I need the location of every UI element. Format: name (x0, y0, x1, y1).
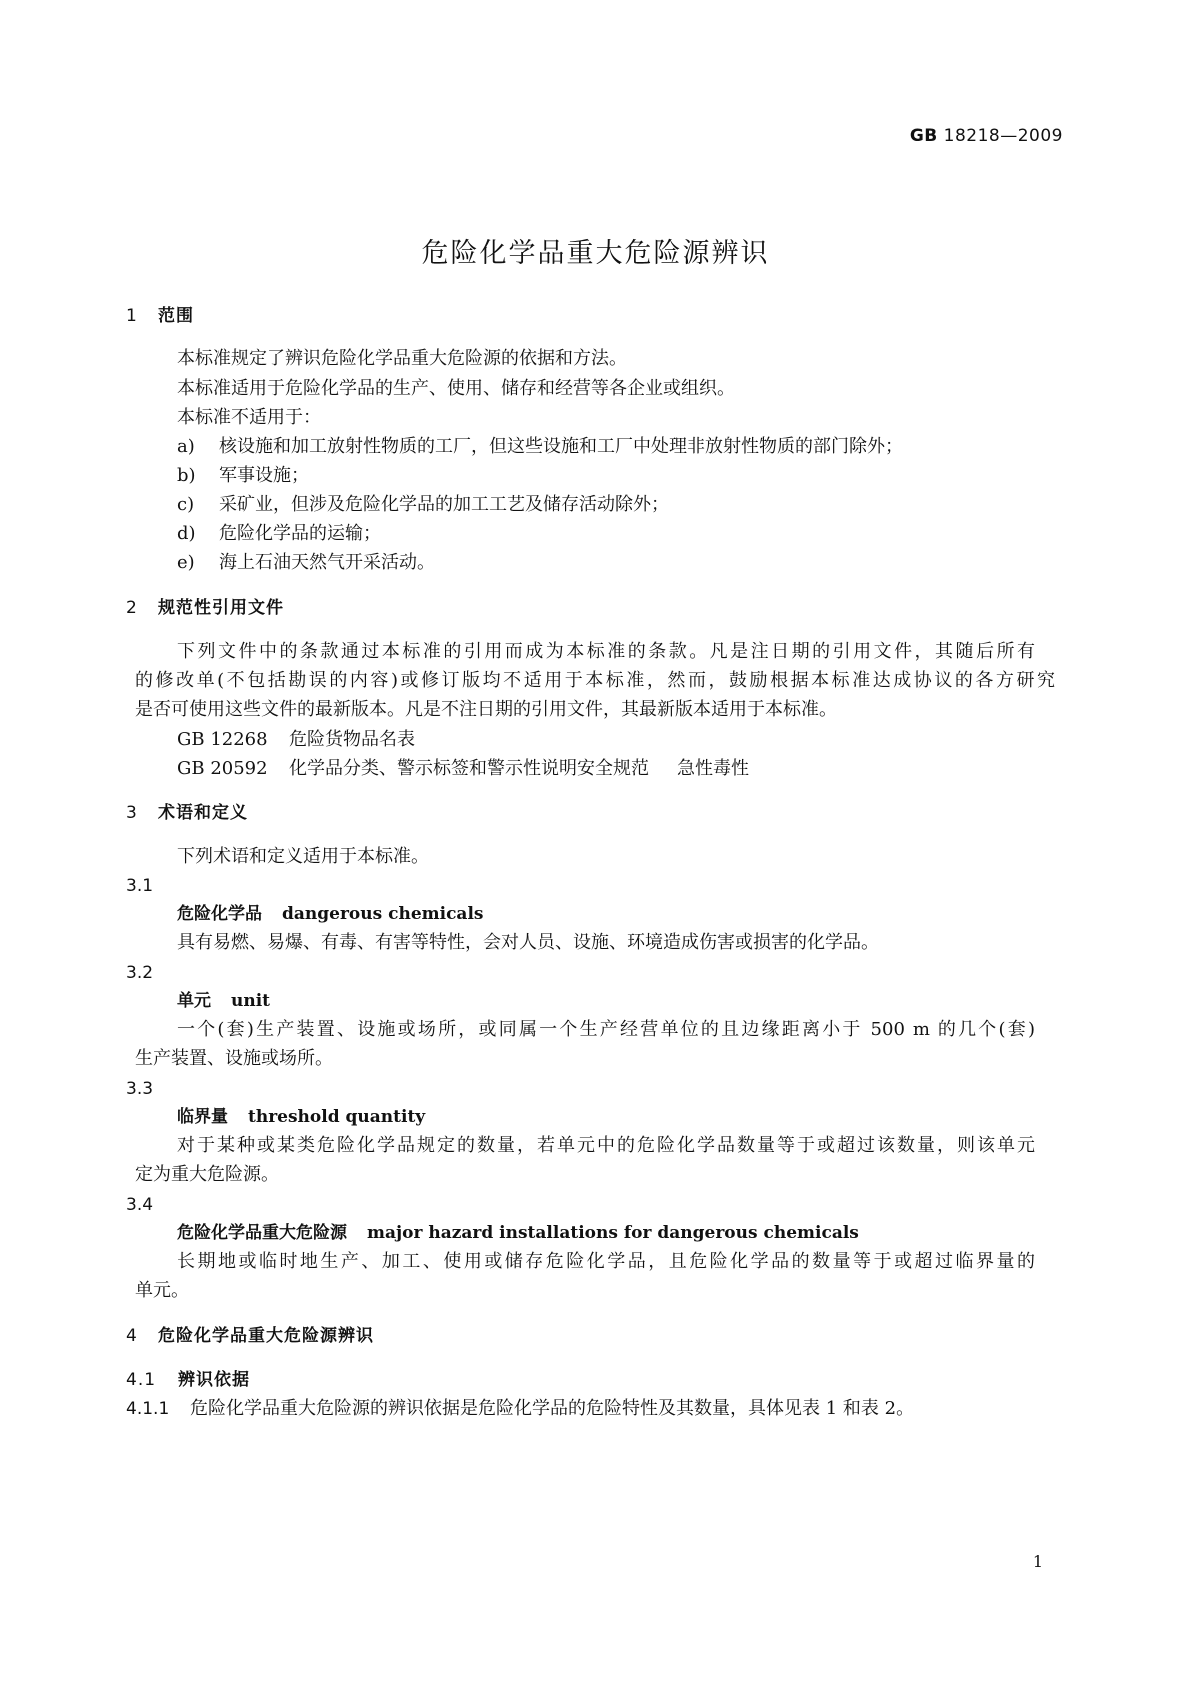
term-heading (177, 1105, 425, 1129)
section-title: 范围 (158, 306, 194, 326)
paragraph: 本标准不适用于： (177, 407, 321, 428)
list-item-label: e) (177, 552, 195, 573)
term-english: threshold quantity (248, 1107, 426, 1127)
clause-number: 4.1.1 (126, 1399, 170, 1419)
reference-title: 化学品分类、警示标签和警示性说明安全规范 (289, 758, 649, 779)
normative-reference (177, 757, 749, 781)
standard-code-number: 18218—2009 (943, 126, 1063, 146)
term-definition: 单元。 (135, 1280, 189, 1301)
term-definition: 一个(套)生产装置、设施或场所，或同属一个生产经营单位的且边缘距离小于 500 m 的几个(套) (177, 1019, 1035, 1040)
standard-code (910, 126, 1063, 146)
page-number: 1 (1032, 1552, 1043, 1571)
section-title: 术语和定义 (158, 803, 248, 823)
term-definition: 定为重大危险源。 (135, 1164, 279, 1185)
list-item-label: a) (177, 436, 195, 457)
paragraph: 本标准适用于危险化学品的生产、使用、储存和经营等各企业或组织。 (177, 378, 735, 399)
term-chinese: 危险化学品 (177, 904, 262, 924)
term-chinese: 危险化学品重大危险源 (177, 1223, 347, 1243)
list-item (177, 493, 669, 517)
section-number: 3 (126, 803, 138, 823)
clause-text: 危险化学品重大危险源的辨识依据是危险化学品的危险特性及其数量，具体见表 1 和表 2。 (190, 1398, 915, 1419)
subsection-number: 4.1 (126, 1370, 157, 1390)
list-item (177, 522, 381, 546)
term-definition: 长期地或临时地生产、加工、使用或储存危险化学品，且危险化学品的数量等于或超过临界量的 (177, 1251, 1035, 1272)
term-definition: 对于某种或某类危险化学品规定的数量，若单元中的危险化学品数量等于或超过该数量，则该单元 (177, 1135, 1035, 1156)
section-number: 4 (126, 1326, 138, 1346)
list-item (177, 464, 309, 488)
list-item-label: d) (177, 523, 196, 544)
section-number: 2 (126, 598, 138, 618)
list-item-text: 海上石油天然气开采活动。 (219, 552, 435, 573)
paragraph-line: 是否可使用这些文件的最新版本。凡是不注日期的引用文件，其最新版本适用于本标准。 (135, 699, 837, 720)
term-number: 3.4 (126, 1195, 154, 1215)
list-item-label: b) (177, 465, 196, 486)
reference-code: GB 20592 (177, 758, 268, 779)
paragraph: 下列术语和定义适用于本标准。 (177, 846, 429, 867)
reference-code: GB 12268 (177, 729, 268, 750)
term-heading (177, 1221, 859, 1245)
reference-title: 危险货物品名表 (289, 729, 415, 750)
term-chinese: 单元 (177, 991, 211, 1011)
term-english: unit (231, 991, 271, 1011)
term-number: 3.3 (126, 1079, 154, 1099)
section-1-heading (126, 304, 194, 328)
term-number: 3.2 (126, 963, 154, 983)
section-3-heading (126, 801, 248, 825)
section-title: 规范性引用文件 (158, 598, 284, 618)
term-definition: 生产装置、设施或场所。 (135, 1048, 333, 1069)
reference-subtitle: 急性毒性 (677, 758, 749, 779)
term-heading (177, 989, 270, 1013)
list-item (177, 551, 435, 575)
section-number: 1 (126, 306, 138, 326)
section-2-heading (126, 596, 284, 620)
paragraph: 本标准规定了辨识危险化学品重大危险源的依据和方法。 (177, 348, 627, 369)
term-definition: 具有易燃、易爆、有毒、有害等特性，会对人员、设施、环境造成伤害或损害的化学品。 (177, 932, 879, 953)
list-item-label: c) (177, 494, 195, 515)
subsection-heading (126, 1368, 250, 1392)
term-heading (177, 902, 483, 926)
standard-code-prefix: GB (909, 126, 938, 146)
list-item-text: 采矿业，但涉及危险化学品的加工工艺及储存活动除外； (219, 494, 669, 515)
paragraph-line: 下列文件中的条款通过本标准的引用而成为本标准的条款。凡是注日期的引用文件，其随后所有 (177, 641, 1035, 662)
term-chinese: 临界量 (177, 1107, 228, 1127)
document-title: 危险化学品重大危险源辨识 (421, 238, 770, 269)
list-item (177, 435, 903, 459)
list-item-text: 危险化学品的运输； (219, 523, 381, 544)
list-item-text: 核设施和加工放射性物质的工厂，但这些设施和工厂中处理非放射性物质的部门除外； (219, 436, 903, 457)
subsection-title: 辨识依据 (178, 1370, 250, 1390)
term-number: 3.1 (126, 876, 154, 896)
section-4-heading (126, 1324, 374, 1348)
clause (126, 1397, 914, 1421)
normative-reference (177, 728, 415, 752)
list-item-text: 军事设施； (219, 465, 309, 486)
term-english: major hazard installations for dangerous chemicals (367, 1223, 859, 1243)
paragraph-line: 的修改单(不包括勘误的内容)或修订版均不适用于本标准，然而，鼓励根据本标准达成协议的各方研究 (135, 670, 1055, 691)
section-title: 危险化学品重大危险源辨识 (158, 1326, 374, 1346)
term-english: dangerous chemicals (282, 904, 484, 924)
